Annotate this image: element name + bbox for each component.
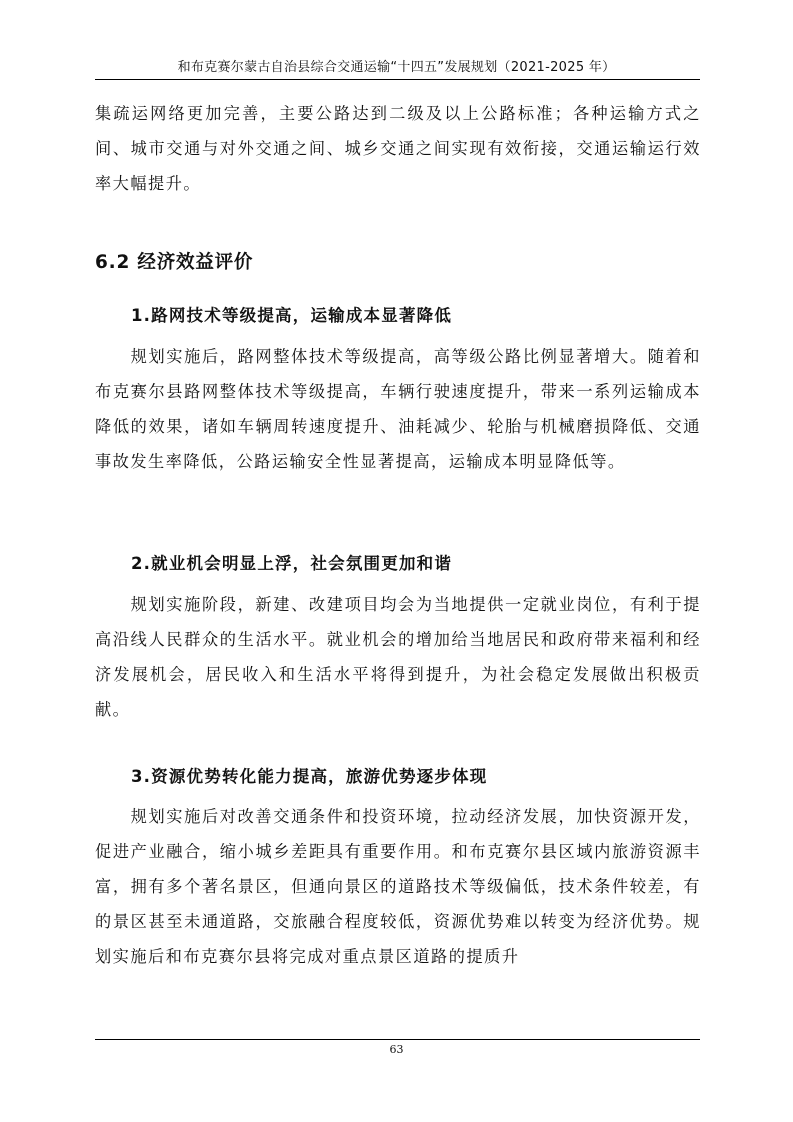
subsection-paragraph-3: 规划实施后对改善交通条件和投资环境，拉动经济发展，加快资源开发，促进产业融合，缩小城乡差距具有重要作用。和布克赛尔县区域内旅游资源丰富，拥有多个著名景区，但通向景区的道路技术等级偏低，技术条件较差，有的景区甚至未通道路，交旅融合程度较低，资源优势难以转变为经济优势。规划实施后和布克赛尔县将完成对重点景区道路的提质升 [95,807,701,966]
subsection-heading-1: 1.路网技术等级提高，运输成本显著降低 [131,306,453,325]
footer-divider [95,1039,700,1040]
page-number: 63 [389,1043,404,1056]
intro-paragraph: 集疏运网络更加完善，主要公路达到二级及以上公路标准；各种运输方式之间、城市交通与对外交通之间、城乡交通之间实现有效衔接，交通运输运行效率大幅提升。 [95,104,701,193]
subsection-heading-3: 3.资源优势转化能力提高，旅游优势逐步体现 [131,767,488,786]
header-divider [95,79,700,80]
running-header: 和布克赛尔蒙古自治县综合交通运输“十四五”发展规划（2021-2025 年） [177,60,616,75]
section-heading: 6.2 经济效益评价 [95,252,254,273]
subsection-paragraph-2: 规划实施阶段，新建、改建项目均会为当地提供一定就业岗位，有利于提高沿线人民群众的生活水平。就业机会的增加给当地居民和政府带来福利和经济发展机会，居民收入和生活水平将得到提升，为社会稳定发展做出积极贡献。 [95,595,701,719]
subsection-paragraph-1: 规划实施后，路网整体技术等级提高，高等级公路比例显著增大。随着和布克赛尔县路网整体技术等级提高，车辆行驶速度提升，带来一系列运输成本降低的效果，诸如车辆周转速度提升、油耗减少、轮胎与机械磨损降低、交通事故发生率降低，公路运输安全性显著提高，运输成本明显降低等。 [95,347,701,471]
subsection-heading-2: 2.就业机会明显上浮，社会氛围更加和谐 [131,554,453,573]
